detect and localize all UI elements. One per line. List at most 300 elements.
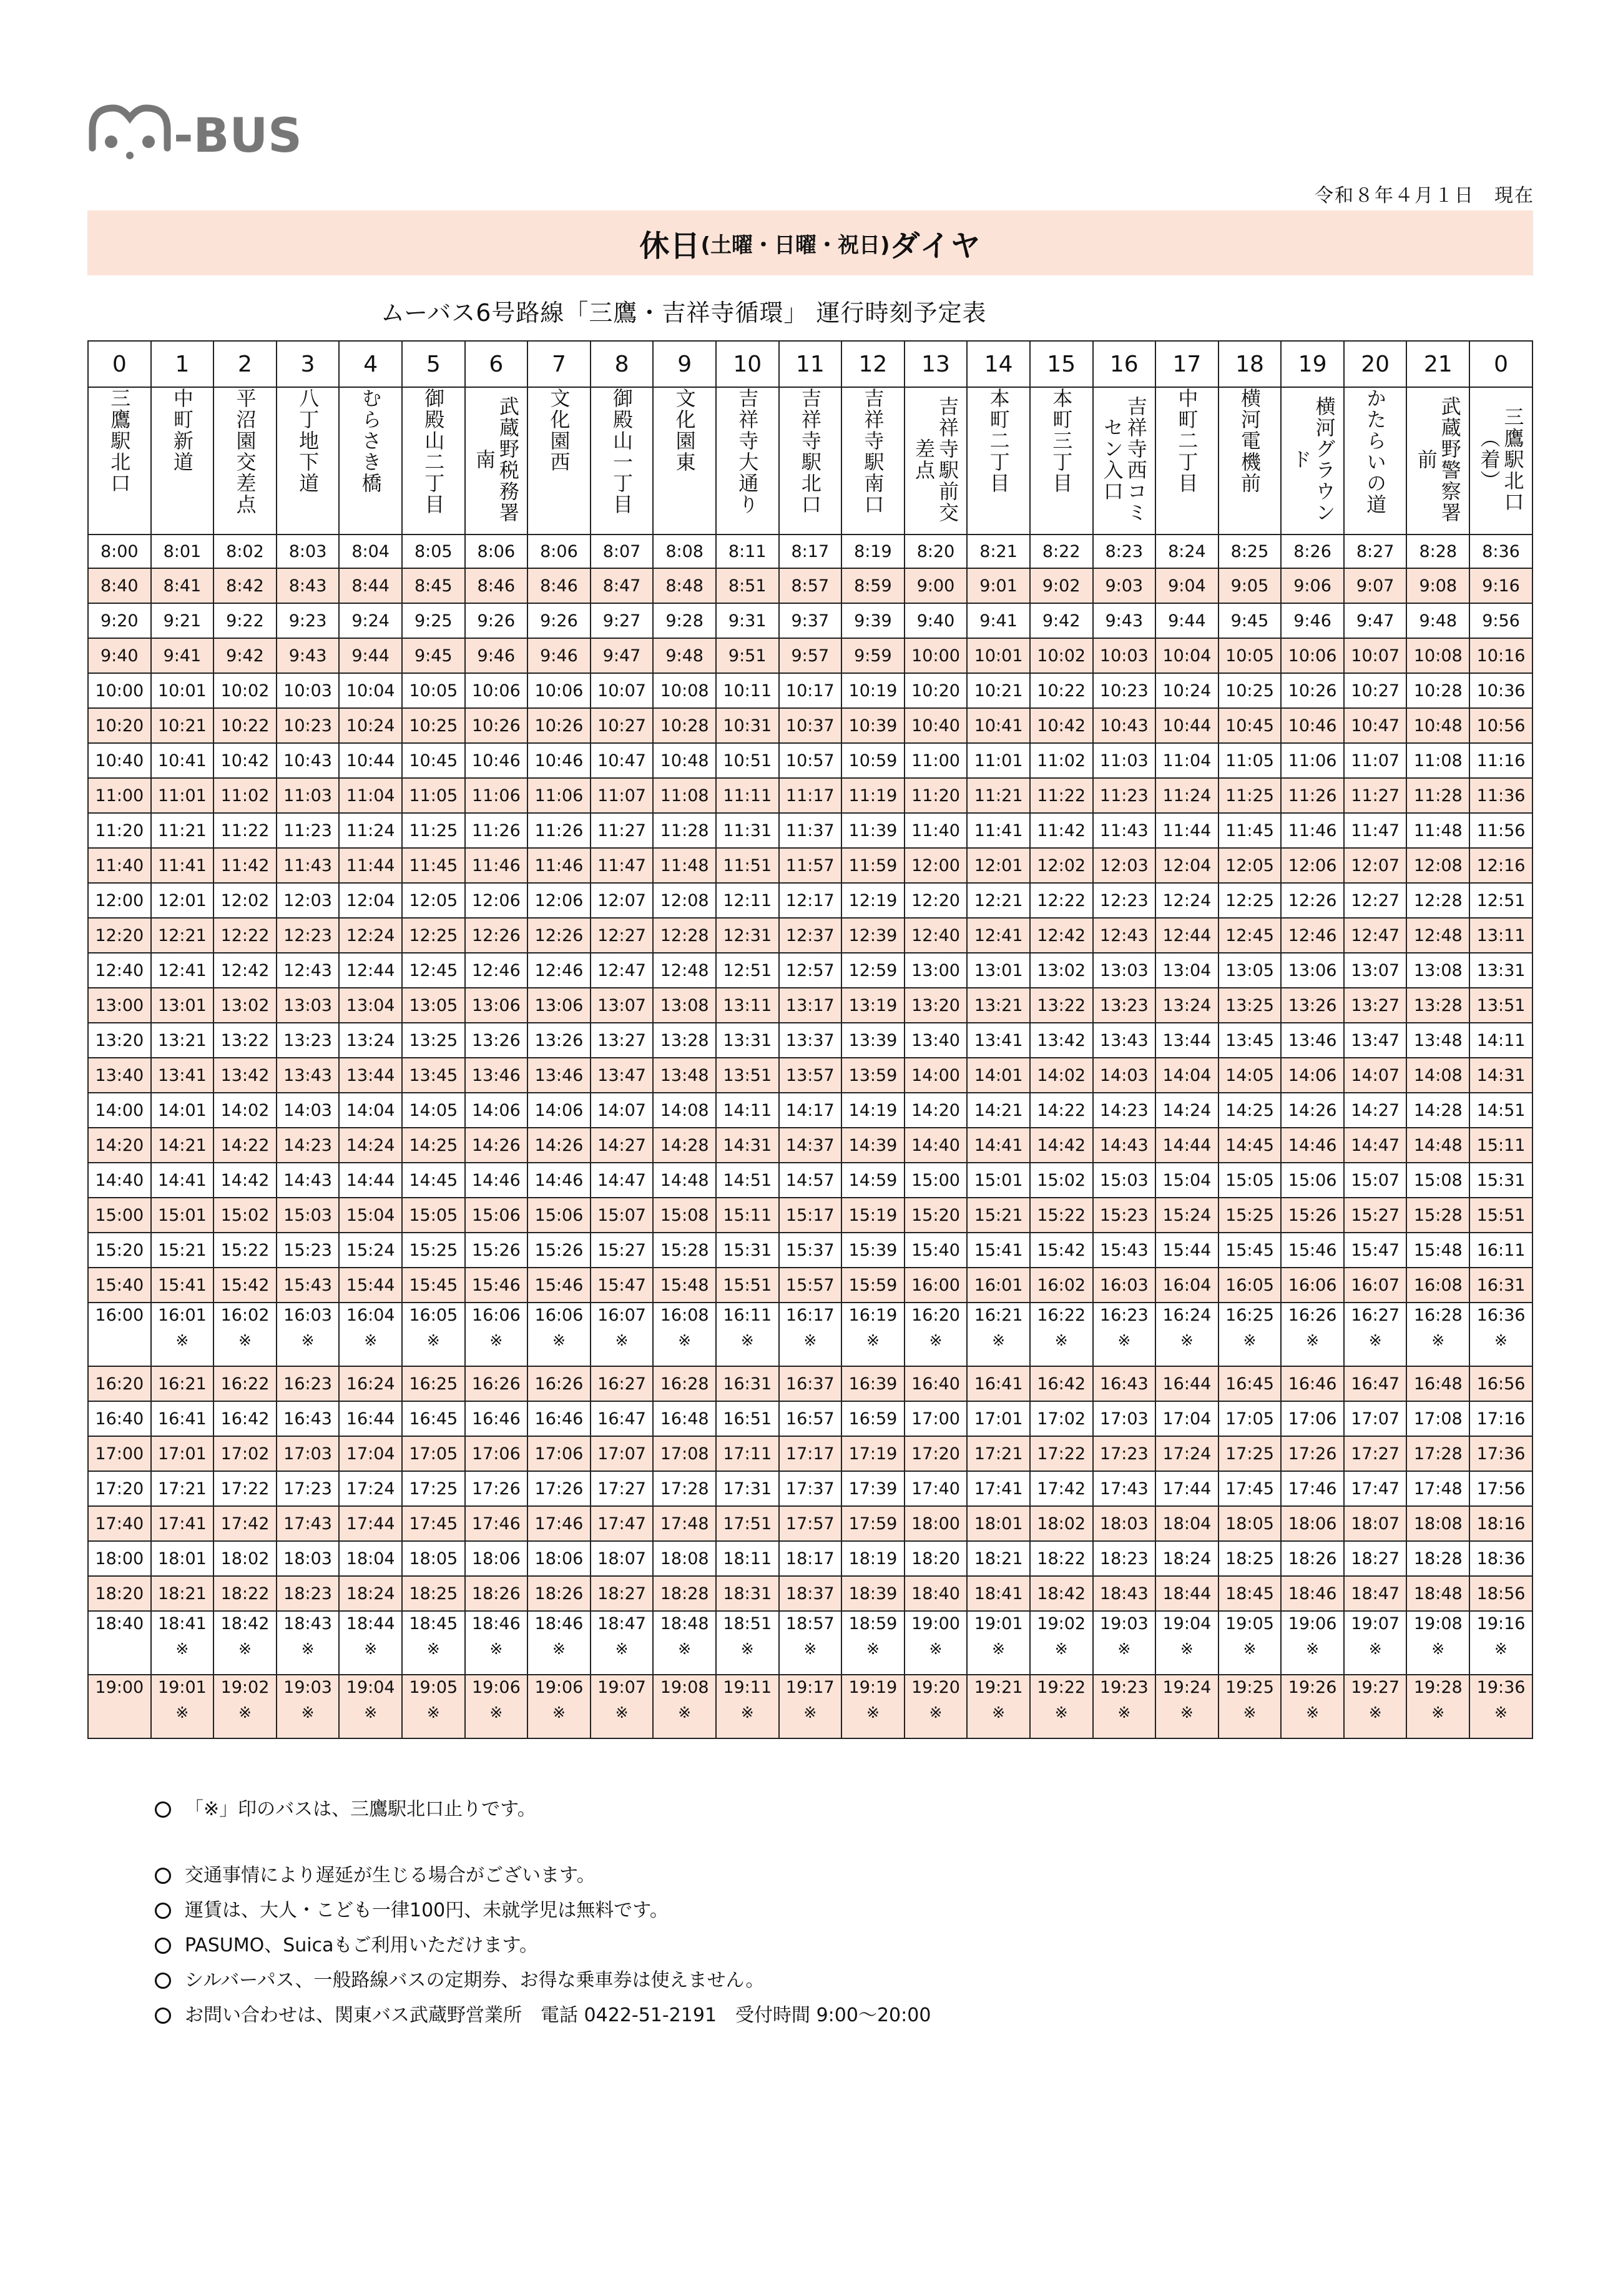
trip-row: [88, 638, 1532, 673]
time-value: 14:37: [785, 1135, 835, 1155]
time-value: 12:37: [785, 925, 835, 945]
terminus-mark: ※: [238, 1331, 252, 1349]
time-value: 16:26: [471, 1374, 521, 1394]
time-cell: [339, 1163, 402, 1198]
time-value: 18:59: [848, 1614, 898, 1633]
time-cell: [653, 1268, 716, 1303]
time-value: 17:20: [911, 1444, 960, 1464]
time-cell: [841, 1163, 905, 1198]
time-cell: [527, 1128, 591, 1163]
time-cell: [465, 953, 528, 988]
time-cell: [339, 1233, 402, 1268]
time-value: 14:46: [471, 1170, 521, 1190]
time-value: 17:48: [660, 1514, 709, 1534]
time-value: 15:45: [1225, 1240, 1274, 1260]
time-value: 19:06: [534, 1678, 584, 1697]
time-value: 12:45: [1225, 925, 1274, 945]
time-value: 9:26: [477, 611, 516, 631]
time-value: 17:06: [534, 1444, 584, 1464]
time-value: 18:43: [283, 1614, 332, 1633]
time-cell: [151, 603, 214, 638]
time-value: 11:31: [723, 820, 772, 840]
time-cell: [213, 918, 277, 953]
time-cell: [88, 1233, 151, 1268]
trip-row: [88, 603, 1532, 638]
time-value: 8:41: [163, 576, 202, 596]
time-cell: [339, 638, 402, 673]
time-cell: [841, 918, 905, 953]
time-cell: [151, 1303, 214, 1366]
time-value: 10:40: [95, 751, 144, 771]
time-cell: [591, 638, 654, 673]
time-cell: [1344, 1023, 1407, 1058]
time-cell: [465, 1093, 528, 1128]
time-cell: [716, 953, 779, 988]
time-cell: [905, 568, 968, 603]
time-cell: [1218, 535, 1282, 568]
time-cell: [1469, 743, 1532, 778]
bus-face-icon: [87, 97, 302, 165]
time-cell: [905, 1611, 968, 1675]
time-cell: [967, 1058, 1030, 1093]
time-value: 17:01: [157, 1444, 207, 1464]
time-value: 12:48: [1413, 925, 1463, 945]
time-value: 13:04: [1162, 960, 1212, 980]
time-cell: [402, 743, 465, 778]
time-value: 11:42: [220, 855, 270, 875]
time-value: 18:42: [220, 1614, 270, 1633]
time-cell: [1281, 1541, 1344, 1576]
time-value: 15:20: [95, 1240, 144, 1260]
trip-row: [88, 1023, 1532, 1058]
time-cell: [277, 1541, 340, 1576]
time-value: 10:45: [1225, 716, 1274, 736]
time-value: 16:17: [785, 1306, 835, 1325]
time-cell: [465, 1058, 528, 1093]
time-value: 12:39: [848, 925, 898, 945]
time-value: 15:07: [597, 1205, 646, 1225]
time-value: 16:25: [409, 1374, 458, 1394]
time-cell: [905, 1128, 968, 1163]
time-cell: [967, 1471, 1030, 1506]
time-cell: [967, 883, 1030, 918]
terminus-mark: ※: [175, 1331, 189, 1349]
time-value: 9:26: [540, 611, 578, 631]
time-cell: [402, 1198, 465, 1233]
time-cell: [1406, 883, 1469, 918]
time-value: 12:07: [1351, 855, 1400, 875]
time-value: 9:44: [1168, 611, 1206, 631]
time-value: 18:28: [1413, 1549, 1463, 1569]
time-cell: [151, 1128, 214, 1163]
time-value: 8:01: [163, 541, 202, 561]
time-value: 8:06: [540, 541, 578, 561]
time-value: 13:45: [409, 1065, 458, 1085]
terminus-mark: ※: [489, 1331, 503, 1349]
time-cell: [88, 1506, 151, 1541]
stop-number: 7: [527, 341, 591, 387]
time-cell: [1155, 848, 1218, 883]
time-cell: [905, 1233, 968, 1268]
time-cell: [339, 1198, 402, 1233]
time-cell: [841, 1303, 905, 1366]
time-cell: [1281, 708, 1344, 743]
time-cell: [905, 743, 968, 778]
terminus-mark: ※: [1494, 1331, 1508, 1349]
time-value: 11:04: [1162, 751, 1212, 771]
trip-row: [88, 1675, 1532, 1738]
time-value: 9:39: [854, 611, 892, 631]
time-cell: [591, 883, 654, 918]
time-cell: [779, 1675, 842, 1738]
time-value: 14:41: [974, 1135, 1023, 1155]
time-cell: [213, 1611, 277, 1675]
time-value: 12:42: [220, 960, 270, 980]
time-cell: [1093, 1023, 1156, 1058]
time-value: 15:42: [220, 1275, 270, 1295]
time-value: 16:48: [1413, 1374, 1463, 1394]
time-cell: [527, 673, 591, 708]
time-cell: [1406, 988, 1469, 1023]
time-cell: [716, 1303, 779, 1366]
terminus-mark: ※: [426, 1703, 440, 1722]
time-value: 12:48: [660, 960, 709, 980]
time-value: 18:00: [911, 1514, 960, 1534]
time-value: 10:28: [660, 716, 709, 736]
time-value: 14:25: [1225, 1100, 1274, 1120]
time-value: 16:51: [723, 1409, 772, 1429]
time-cell: [967, 568, 1030, 603]
time-value: 13:00: [911, 960, 960, 980]
trip-row: [88, 743, 1532, 778]
time-value: 11:05: [1225, 751, 1274, 771]
time-cell: [841, 1233, 905, 1268]
time-cell: [967, 1023, 1030, 1058]
terminus-mark: ※: [1431, 1703, 1445, 1722]
time-value: 12:01: [157, 890, 207, 910]
time-cell: [591, 1541, 654, 1576]
time-cell: [905, 1093, 968, 1128]
time-value: 13:05: [1225, 960, 1274, 980]
time-value: 8:05: [414, 541, 453, 561]
time-value: 13:42: [220, 1065, 270, 1085]
time-value: 9:56: [1482, 611, 1520, 631]
time-cell: [1406, 743, 1469, 778]
time-cell: [1218, 1233, 1282, 1268]
time-cell: [277, 1128, 340, 1163]
time-cell: [1281, 603, 1344, 638]
time-cell: [527, 1093, 591, 1128]
note-item: [155, 1963, 931, 1998]
stop-name-cell: [905, 387, 968, 535]
time-cell: [653, 778, 716, 813]
time-value: 8:40: [100, 576, 139, 596]
time-value: 14:20: [95, 1135, 144, 1155]
time-value: 16:02: [1037, 1275, 1086, 1295]
time-cell: [151, 1268, 214, 1303]
time-value: 12:31: [723, 925, 772, 945]
time-value: 18:41: [157, 1614, 207, 1633]
time-value: 12:11: [723, 890, 772, 910]
time-value: 19:28: [1413, 1678, 1463, 1697]
time-cell: [465, 535, 528, 568]
time-cell: [465, 568, 528, 603]
time-cell: [1030, 1611, 1093, 1675]
terminus-mark: ※: [489, 1640, 503, 1658]
time-cell: [527, 708, 591, 743]
time-cell: [716, 673, 779, 708]
terminus-mark: ※: [992, 1640, 1006, 1658]
time-cell: [151, 743, 214, 778]
time-cell: [151, 778, 214, 813]
time-cell: [591, 1576, 654, 1611]
time-value: 16:21: [974, 1306, 1023, 1325]
time-cell: [653, 813, 716, 848]
time-cell: [465, 1366, 528, 1401]
stop-number: 1: [151, 341, 214, 387]
time-value: 17:41: [157, 1514, 207, 1534]
time-value: 14:42: [220, 1170, 270, 1190]
time-cell: [527, 603, 591, 638]
time-cell: [1218, 673, 1282, 708]
time-value: 19:20: [911, 1678, 960, 1697]
time-value: 15:31: [1476, 1170, 1526, 1190]
time-cell: [591, 535, 654, 568]
time-value: 12:07: [597, 890, 646, 910]
time-value: 13:23: [283, 1030, 332, 1050]
stop-name-cell: [1344, 387, 1407, 535]
time-cell: [151, 813, 214, 848]
time-value: 15:57: [785, 1275, 835, 1295]
time-value: 10:57: [785, 751, 835, 771]
time-value: 11:45: [1225, 820, 1274, 840]
time-value: 10:23: [1099, 681, 1149, 701]
time-value: 12:28: [1413, 890, 1463, 910]
time-cell: [1093, 953, 1156, 988]
time-value: 12:44: [346, 960, 395, 980]
terminus-mark: ※: [1243, 1703, 1257, 1722]
time-value: 11:43: [283, 855, 332, 875]
time-cell: [1093, 638, 1156, 673]
trip-row: [88, 535, 1532, 568]
time-value: 18:44: [346, 1614, 395, 1633]
time-value: 19:22: [1037, 1678, 1086, 1697]
time-value: 10:25: [409, 716, 458, 736]
time-cell: [88, 1023, 151, 1058]
time-cell: [779, 1093, 842, 1128]
time-value: 17:56: [1476, 1479, 1526, 1499]
time-cell: [1093, 603, 1156, 638]
time-value: 10:42: [1037, 716, 1086, 736]
terminus-mark: ※: [929, 1640, 943, 1658]
stop-name-cell: [779, 387, 842, 535]
stop-name: 横河グラウンド: [1288, 396, 1336, 523]
time-value: 8:25: [1230, 541, 1269, 561]
time-value: 12:19: [848, 890, 898, 910]
time-value: 19:03: [1099, 1614, 1149, 1633]
time-cell: [1030, 1023, 1093, 1058]
time-cell: [1093, 883, 1156, 918]
time-cell: [779, 1471, 842, 1506]
time-cell: [402, 1506, 465, 1541]
time-cell: [402, 1611, 465, 1675]
time-value: 17:22: [220, 1479, 270, 1499]
time-cell: [213, 1023, 277, 1058]
trip-row: [88, 778, 1532, 813]
time-cell: [213, 638, 277, 673]
time-cell: [716, 1401, 779, 1436]
time-cell: [905, 778, 968, 813]
time-cell: [905, 535, 968, 568]
time-cell: [88, 1576, 151, 1611]
time-value: 16:00: [911, 1275, 960, 1295]
time-value: 8:45: [414, 576, 453, 596]
time-value: 18:45: [409, 1614, 458, 1633]
time-cell: [527, 883, 591, 918]
time-value: 12:26: [1288, 890, 1337, 910]
time-cell: [1218, 1401, 1282, 1436]
stop-name-cell: [841, 387, 905, 535]
stop-name-cell: [88, 387, 151, 535]
time-cell: [1093, 778, 1156, 813]
time-value: 18:45: [1225, 1584, 1274, 1604]
time-cell: [277, 1436, 340, 1471]
time-cell: [527, 1233, 591, 1268]
time-value: 18:02: [1037, 1514, 1086, 1534]
time-value: 10:37: [785, 716, 835, 736]
time-value: 19:08: [1413, 1614, 1463, 1633]
time-cell: [1155, 1541, 1218, 1576]
time-cell: [465, 778, 528, 813]
time-value: 12:43: [283, 960, 332, 980]
time-value: 17:46: [471, 1514, 521, 1534]
issue-date: 令和８年４月１日 現在: [1315, 185, 1534, 207]
time-value: 11:06: [471, 786, 521, 806]
time-cell: [1155, 1576, 1218, 1611]
time-cell: [527, 1268, 591, 1303]
time-cell: [1469, 1611, 1532, 1675]
time-cell: [1155, 743, 1218, 778]
time-cell: [339, 883, 402, 918]
time-value: 14:06: [471, 1100, 521, 1120]
time-cell: [967, 743, 1030, 778]
time-cell: [967, 673, 1030, 708]
time-value: 18:57: [785, 1614, 835, 1633]
time-value: 9:46: [477, 646, 516, 666]
time-value: 17:40: [95, 1514, 144, 1534]
banner-sub: (土曜・日曜・祝日): [700, 232, 890, 258]
time-value: 14:45: [1225, 1135, 1274, 1155]
time-cell: [716, 708, 779, 743]
trip-row: [88, 1163, 1532, 1198]
time-value: 13:07: [1351, 960, 1400, 980]
time-value: 10:46: [1288, 716, 1337, 736]
time-value: 12:47: [597, 960, 646, 980]
time-cell: [151, 1163, 214, 1198]
time-value: 16:43: [283, 1409, 332, 1429]
stop-name-cell: [1406, 387, 1469, 535]
time-value: 13:45: [1225, 1030, 1274, 1050]
time-cell: [465, 1576, 528, 1611]
time-cell: [465, 1675, 528, 1738]
note-item: [155, 1998, 931, 2033]
time-cell: [527, 1198, 591, 1233]
time-cell: [967, 1366, 1030, 1401]
time-value: 9:22: [226, 611, 264, 631]
time-cell: [402, 848, 465, 883]
time-cell: [1030, 535, 1093, 568]
time-value: 17:01: [974, 1409, 1023, 1429]
terminus-mark: ※: [1117, 1703, 1131, 1722]
timetable-subtitle: ムーバス6号路線「三鷹・吉祥寺循環」 運行時刻予定表: [381, 299, 987, 327]
trip-row: [88, 1058, 1532, 1093]
time-value: 16:44: [1162, 1374, 1212, 1394]
time-cell: [653, 1675, 716, 1738]
time-cell: [841, 1471, 905, 1506]
time-cell: [905, 1675, 968, 1738]
time-cell: [465, 1471, 528, 1506]
time-cell: [1030, 1093, 1093, 1128]
time-cell: [841, 1366, 905, 1401]
time-cell: [779, 535, 842, 568]
time-value: 15:26: [471, 1240, 521, 1260]
time-value: 11:48: [660, 855, 709, 875]
time-value: 10:21: [974, 681, 1023, 701]
time-value: 12:08: [1413, 855, 1463, 875]
time-value: 16:21: [157, 1374, 207, 1394]
time-cell: [967, 953, 1030, 988]
time-value: 16:22: [1037, 1306, 1086, 1325]
time-value: 17:37: [785, 1479, 835, 1499]
time-value: 18:43: [1099, 1584, 1149, 1604]
time-cell: [905, 883, 968, 918]
time-cell: [88, 603, 151, 638]
terminus-mark: ※: [552, 1640, 566, 1658]
time-value: 16:02: [220, 1306, 270, 1325]
time-value: 11:23: [283, 820, 332, 840]
time-cell: [1469, 883, 1532, 918]
trip-row: [88, 1366, 1532, 1401]
time-cell: [779, 638, 842, 673]
time-cell: [779, 568, 842, 603]
time-value: 14:48: [660, 1170, 709, 1190]
time-cell: [1218, 708, 1282, 743]
time-value: 14:01: [974, 1065, 1023, 1085]
time-value: 13:03: [283, 995, 332, 1015]
terminus-mark: ※: [803, 1703, 817, 1722]
circle-bullet-icon: [155, 2008, 171, 2024]
time-cell: [1469, 1058, 1532, 1093]
time-value: 18:00: [95, 1549, 144, 1569]
time-cell: [967, 988, 1030, 1023]
time-cell: [1344, 918, 1407, 953]
time-cell: [591, 1436, 654, 1471]
time-value: 16:26: [534, 1374, 584, 1394]
time-cell: [1093, 1268, 1156, 1303]
time-cell: [151, 1576, 214, 1611]
time-cell: [841, 743, 905, 778]
time-cell: [339, 743, 402, 778]
time-cell: [1469, 1303, 1532, 1366]
time-cell: [465, 1506, 528, 1541]
time-value: 17:21: [974, 1444, 1023, 1464]
time-cell: [1030, 1506, 1093, 1541]
time-value: 12:51: [1476, 890, 1526, 910]
time-value: 16:19: [848, 1306, 898, 1325]
time-cell: [779, 1303, 842, 1366]
time-value: 11:25: [1225, 786, 1274, 806]
time-value: 11:47: [597, 855, 646, 875]
